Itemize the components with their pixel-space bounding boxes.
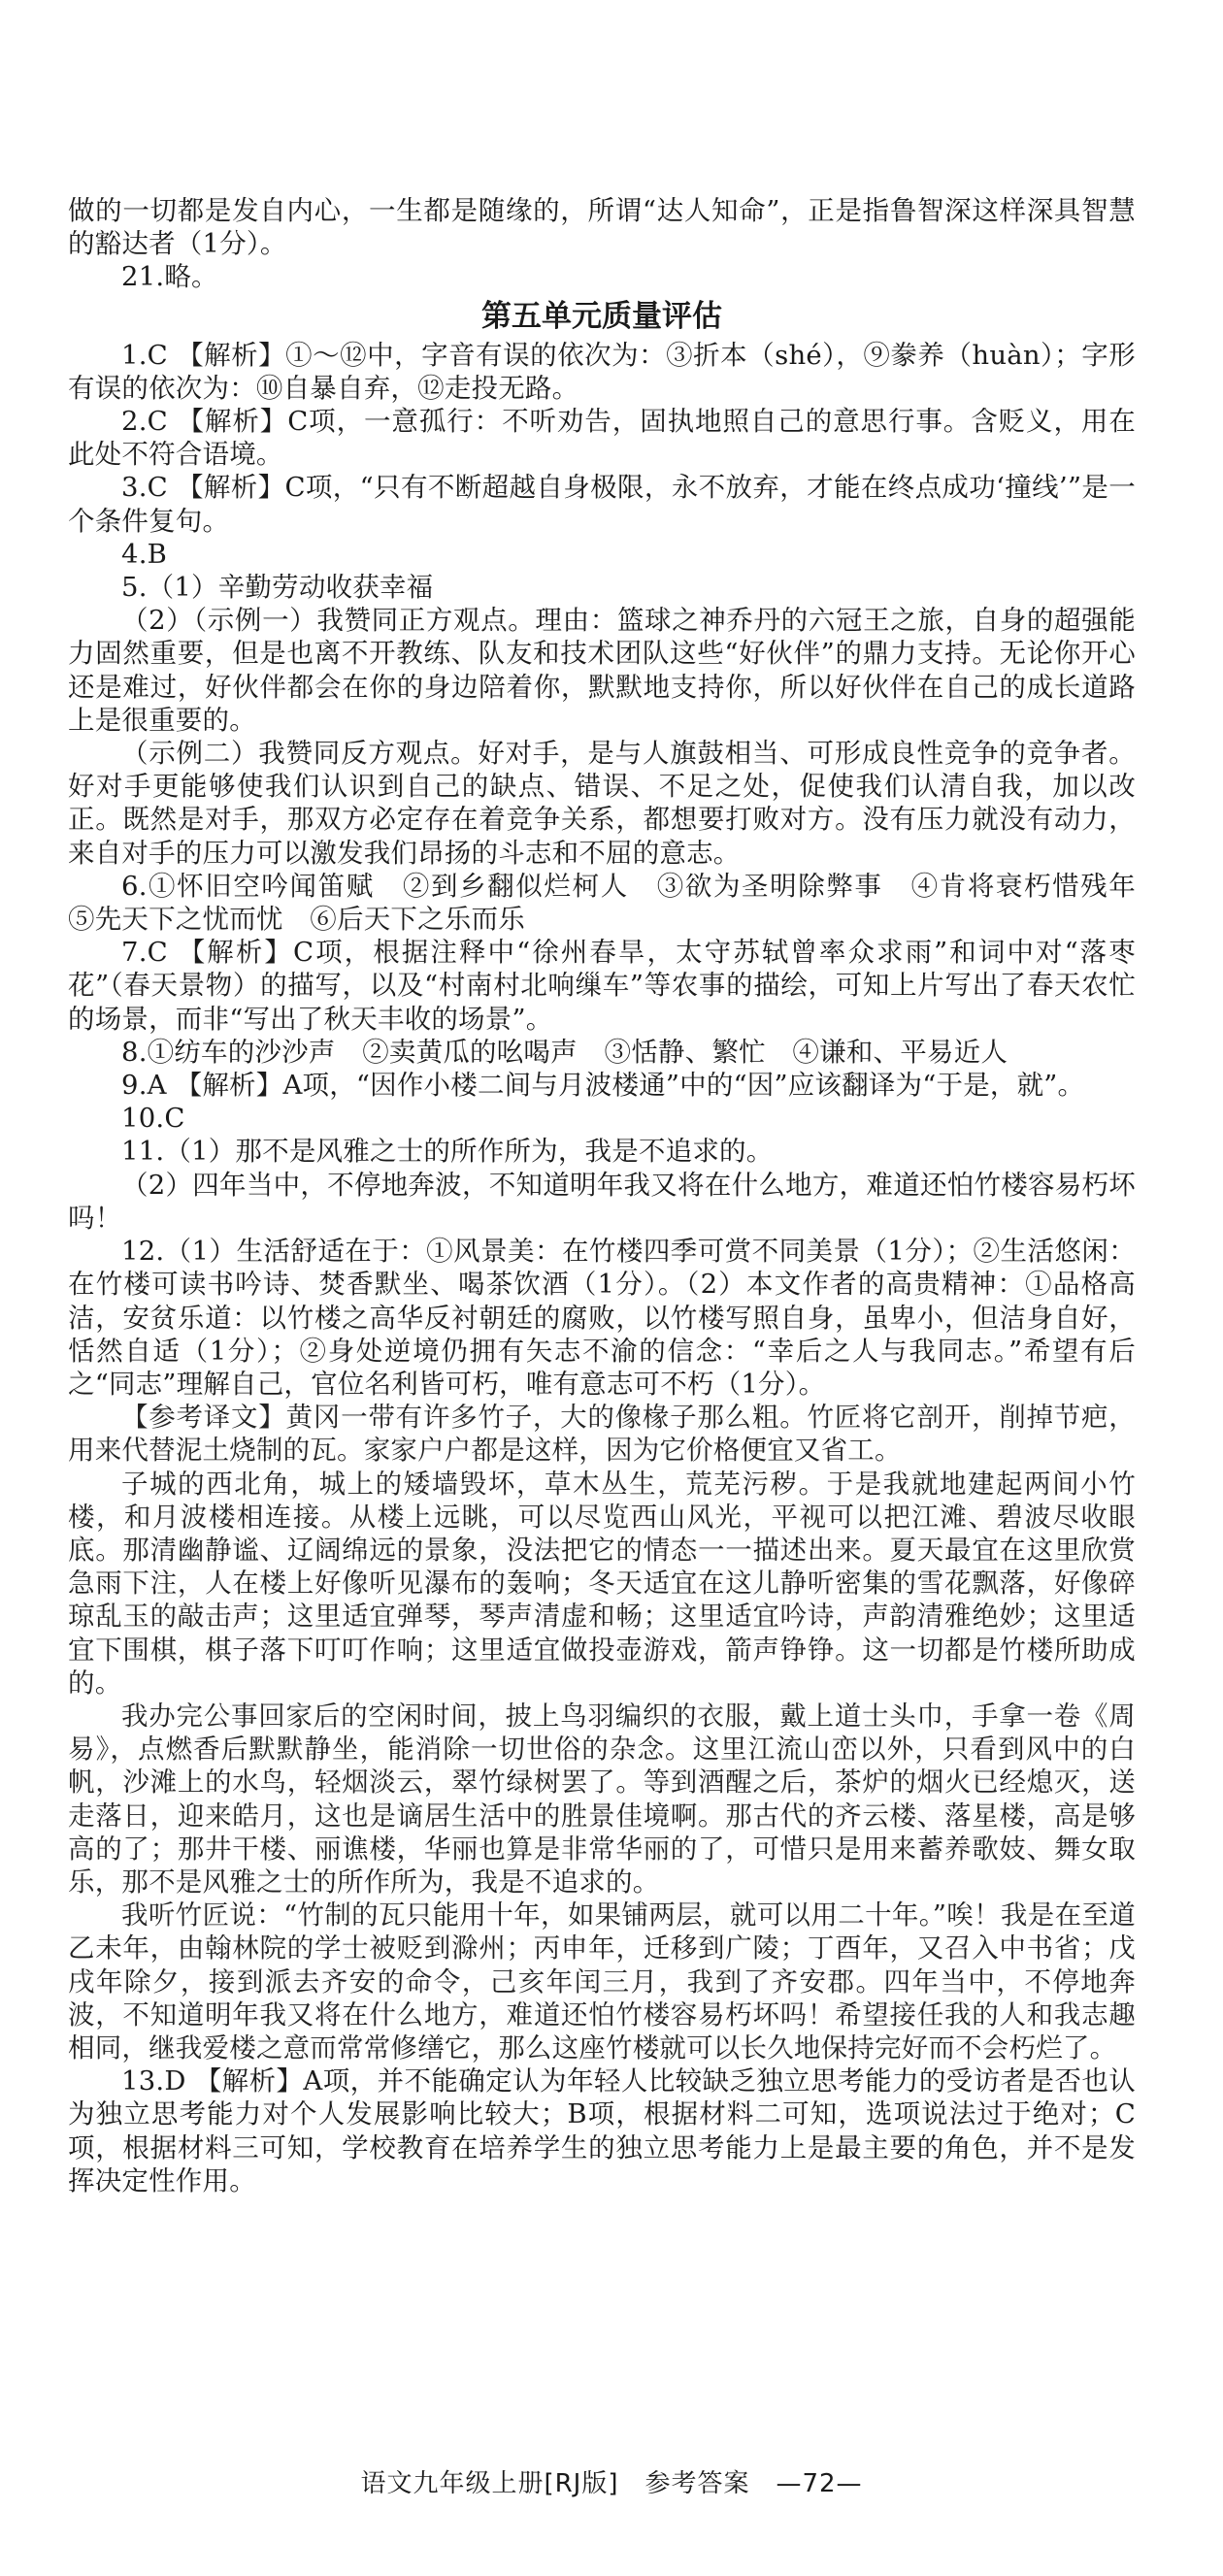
translation-paragraph: 【参考译文】黄冈一带有许多竹子，大的像椽子那么粗。竹匠将它剖开，削掉节疤，用来代替泥土烧制的瓦。家家户户都是这样，因为它价格便宜又省工。	[68, 1402, 1136, 1467]
answer-paragraph: （2）（示例一）我赞同正方观点。理由：篮球之神乔丹的六冠王之旅，自身的超强能力固然重要，但是也离不开教练、队友和技术团队这些“好伙伴”的鼎力支持。无论你开心还是难过，好伙伴都会在你的身边陪着你，默默地支持你，所以好伙伴在自己的成长道路上是很重要的。	[68, 605, 1136, 736]
answer-paragraph: 6.①怀旧空吟闻笛赋 ②到乡翻似烂柯人 ③欲为圣明除弊事 ④肯将衰朽惜残年 ⑤先天下之忧而忧 ⑥后天下之乐而乐	[68, 870, 1163, 936]
section-heading: 第五单元质量评估	[481, 298, 722, 334]
answer-paragraph: 10.C	[121, 1103, 185, 1135]
answer-paragraph: 1.C 【解析】①～⑫中，字音有误的依次为：③折本（shé），⑨豢养（huàn）；字形有误的依次为：⑩自暴自弃，⑫走投无路。	[68, 339, 1136, 404]
answer-paragraph: 21.略。	[121, 261, 218, 293]
answer-paragraph: 13.D 【解析】A项，并不能确定认为年轻人比较缺乏独立思考能力的受访者是否也认为独立思考能力对个人发展影响比较大；B项，根据材料二可知，选项说法过于绝对；C项，根据材料三可知，学校教育在培养学生的独立思考能力上是最主要的角色，并不是发挥决定性作用。	[68, 2065, 1136, 2196]
answer-paragraph: 9.A 【解析】A项，“因作小楼二间与月波楼通”中的“因”应该翻译为“于是，就”。	[121, 1070, 1085, 1102]
translation-paragraph: 我办完公事回家后的空闲时间，披上鸟羽编织的衣服，戴上道士头巾，手拿一卷《周易》，点燃香后默默静坐，能消除一切世俗的杂念。这里江流山峦以外，只看到风中的白帆，沙滩上的水鸟，轻烟淡云，翠竹绿树罢了。等到酒醒之后，茶炉的烟火已经熄灭，送走落日，迎来皓月，这也是谪居生活中的胜景佳境啊。那古代的齐云楼、落星楼，高是够高的了；那井干楼、丽谯楼，华丽也算是非常华丽的了，可惜只是用来蓄养歌妓、舞女取乐，那不是风雅之士的所作所为，我是不追求的。	[68, 1700, 1136, 1898]
translation-paragraph: 我听竹匠说：“竹制的瓦只能用十年，如果铺两层，就可以用二十年。”唉！我是在至道乙未年，由翰林院的学士被贬到滁州；丙申年，迁移到广陵；丁酉年，又召入中书省；戊戌年除夕，接到派去齐安的命令，己亥年闰三月，我到了齐安郡。四年当中，不停地奔波，不知道明年我又将在什么地方，难道还怕竹楼容易朽坏吗！希望接任我的人和我志趣相同，继我爱楼之意而常常修缮它，那么这座竹楼就可以长久地保持完好而不会朽烂了。	[68, 1899, 1136, 2064]
answer-paragraph: 11.（1）那不是风雅之士的所作所为，我是不追求的。	[121, 1136, 774, 1168]
translation-paragraph: 子城的西北角，城上的矮墙毁坏，草木丛生，荒芜污秽。于是我就地建起两间小竹楼，和月波楼相连接。从楼上远眺，可以尽览西山风光，平视可以把江滩、碧波尽收眼底。那清幽静谧、辽阔绵远的景象，没法把它的情态一一描述出来。夏天最宜在这里欣赏急雨下注，人在楼上好像听见瀑布的轰响；冬天适宜在这儿静听密集的雪花飘落，好像碎琼乱玉的敲击声；这里适宜弹琴，琴声清虚和畅；这里适宜吟诗，声韵清雅绝妙；这里适宜下围棋，棋子落下叮叮作响；这里适宜做投壶游戏，箭声铮铮。这一切都是竹楼所助成的。	[68, 1468, 1136, 1699]
answer-paragraph: 2.C 【解析】C项，一意孤行：不听劝告，固执地照自己的意思行事。含贬义，用在此处不符合语境。	[68, 406, 1136, 471]
answer-paragraph: 4.B	[121, 538, 168, 570]
answer-paragraph: 做的一切都是发自内心，一生都是随缘的，所谓“达人知命”，正是指鲁智深这样深具智慧的豁达者（1分）。	[68, 195, 1136, 260]
answer-page	[68, 194, 1163, 2197]
answer-paragraph: 12.（1）生活舒适在于：①风景美：在竹楼四季可赏不同美景（1分）；②生活悠闲：在竹楼可读书吟诗、焚香默坐、喝茶饮酒（1分）。（2）本文作者的高贵精神：①品格高洁，安贫乐道：以竹楼之高华反衬朝廷的腐败，以竹楼写照自身，虽卑小，但洁身自好，恬然自适（1分）；②身处逆境仍拥有矢志不渝的信念：“幸后之人与我同志。”希望有后之“同志”理解自己，官位名利皆可朽，唯有意志可不朽（1分）。	[68, 1236, 1136, 1400]
answer-paragraph: 7.C 【解析】C项，根据注释中“徐州春旱，太守苏轼曾率众求雨”和词中对“落枣花”（春天景物）的描写，以及“村南村北响缫车”等农事的描绘，可知上片写出了春天农忙的场景，而非“写出了秋天丰收的场景”。	[68, 937, 1136, 1035]
page-footer: 语文九年级上册[RJ版] 参考答案 —72—	[360, 2469, 863, 2498]
answer-paragraph: （2）四年当中，不停地奔波，不知道明年我又将在什么地方，难道还怕竹楼容易朽坏吗！	[68, 1169, 1136, 1234]
answer-paragraph: 5.（1）辛勤劳动收获幸福	[121, 572, 434, 604]
answer-paragraph: （示例二）我赞同反方观点。好对手，是与人旗鼓相当、可形成良性竞争的竞争者。好对手更能够使我们认识到自己的缺点、错误、不足之处，促使我们认清自我，加以改正。既然是对手，那双方必定存在着竞争关系，都想要打败对方。没有压力就没有动力，来自对手的压力可以激发我们昂扬的斗志和不屈的意志。	[68, 738, 1136, 869]
answer-paragraph: 8.①纺车的沙沙声 ②卖黄瓜的吆喝声 ③恬静、繁忙 ④谦和、平易近人	[121, 1036, 1008, 1068]
answer-paragraph: 3.C 【解析】C项，“只有不断超越自身极限，永不放弃，才能在终点成功‘撞线’”是一个条件复句。	[68, 472, 1136, 537]
